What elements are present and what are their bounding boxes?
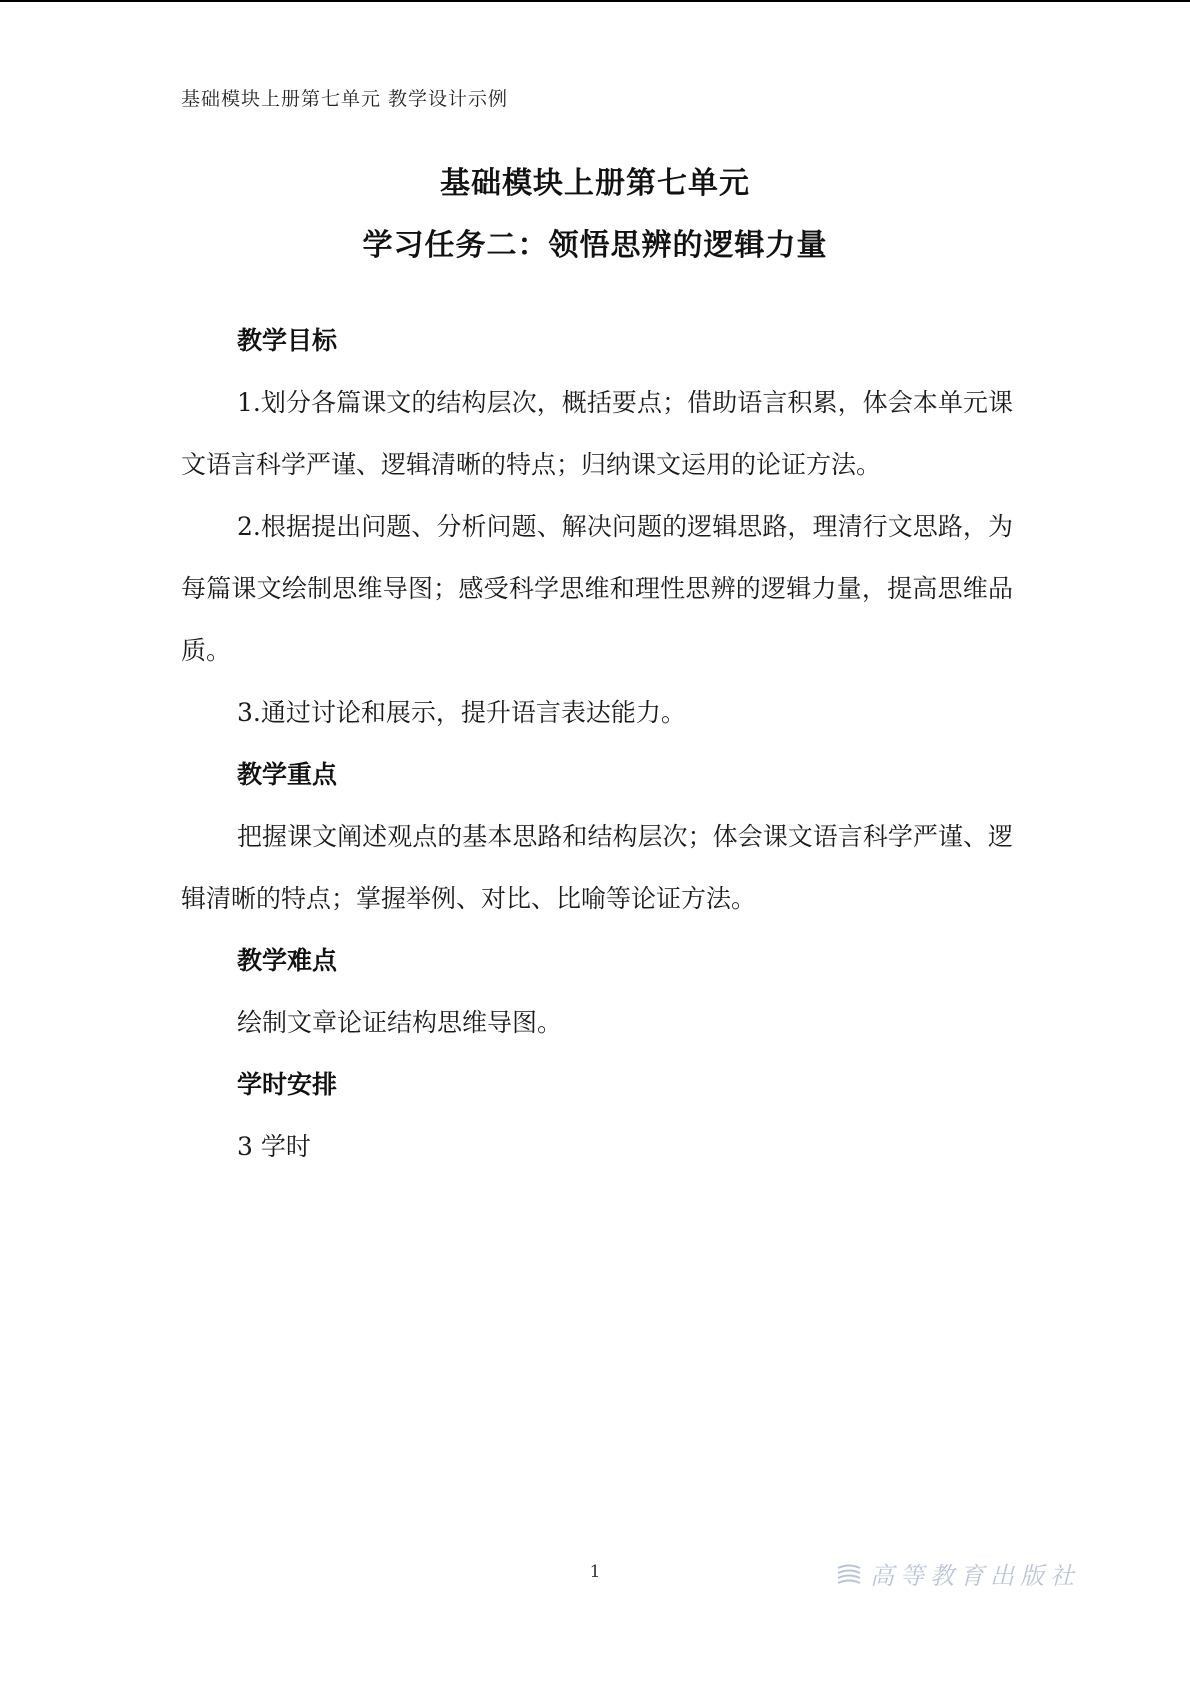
publisher-logo bbox=[836, 1556, 1080, 1591]
objective-item-2: 2.根据提出问题、分析问题、解决问题的逻辑思路，理清行文思路，为每篇课文绘制思维导图；感受科学思维和理性思辨的逻辑力量，提高思维品质。 bbox=[181, 512, 1013, 665]
document-title: 基础模块上册第七单元 bbox=[440, 166, 750, 201]
publisher-logo-icon bbox=[836, 1563, 862, 1585]
key-points-text: 把握课文阐述观点的基本思路和结构层次；体会课文语言科学严谨、逻辑清晰的特点；掌握举例、对比、比喻等论证方法。 bbox=[181, 822, 1013, 913]
objective-item-3: 3.通过讨论和展示，提升语言表达能力。 bbox=[237, 698, 686, 727]
publisher-name: 高等教育出版社 bbox=[870, 1562, 1080, 1590]
difficulties-text: 绘制文章论证结构思维导图。 bbox=[237, 1008, 563, 1037]
top-rule bbox=[0, 0, 1190, 2]
page-number: 1 bbox=[589, 1562, 601, 1582]
document-subtitle: 学习任务二：领悟思辨的逻辑力量 bbox=[362, 228, 828, 263]
running-header: 基础模块上册第七单元 教学设计示例 bbox=[181, 88, 509, 110]
document-body bbox=[181, 310, 1013, 1178]
section-heading-difficulties: 教学难点 bbox=[237, 946, 338, 975]
objective-item-1: 1.划分各篇课文的结构层次，概括要点；借助语言积累，体会本单元课文语言科学严谨、逻辑清晰的特点；归纳课文运用的论证方法。 bbox=[181, 388, 1013, 479]
section-heading-objectives: 教学目标 bbox=[237, 326, 338, 355]
section-heading-key-points: 教学重点 bbox=[237, 760, 338, 789]
section-heading-schedule: 学时安排 bbox=[237, 1070, 338, 1099]
schedule-text: 3 学时 bbox=[237, 1132, 311, 1161]
